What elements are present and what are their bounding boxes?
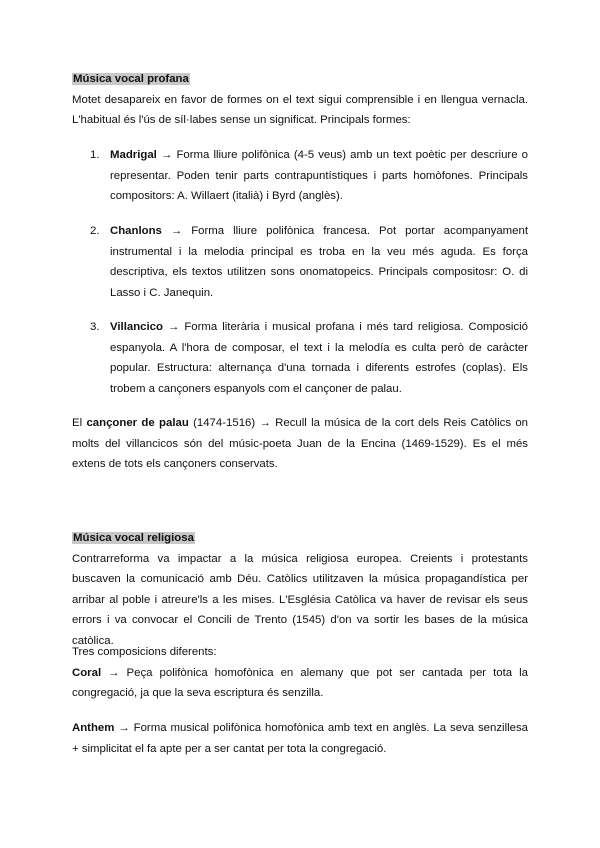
list-text — [110, 221, 528, 303]
list-term-chanlons: Chanlons — [110, 225, 162, 237]
anthem-term: Anthem — [72, 722, 115, 734]
coral-term: Coral — [72, 666, 102, 679]
list-description: → Forma lliure polifònica francesa. Pot portar acompanyament instrumental i la melodia principal es troba en la veu més aguda. Es força descriptiva, els textos utilitzen sons onomatopeics. Principals compositosr: O. di Lasso i C. Janequin. — [110, 225, 528, 299]
anthem-paragraph — [72, 718, 528, 759]
list-number: 2. — [90, 225, 100, 237]
list-text — [110, 145, 528, 207]
section-heading-profana: Música vocal profana — [73, 73, 189, 85]
compositions-intro: Tres composicions diferents: — [72, 646, 217, 658]
list-number: 3. — [90, 321, 100, 333]
anthem-text: → Forma musical polifònica homofònica amb text en anglès. La seva senzillesa + simplicitat el fa apte per a ser cantat per tota la congregació. — [72, 722, 528, 755]
section-heading-religiosa: Música vocal religiosa — [73, 532, 194, 544]
section-religiosa — [72, 528, 528, 651]
list-number: 1. — [90, 149, 100, 161]
compositions — [72, 642, 528, 704]
closing-prefix: El — [72, 417, 87, 429]
coral-text: → Peça polifònica homofònica en alemany que pot ser cantada per tota la congregació, ja que la seva escriptura és senzilla. — [72, 666, 528, 699]
section-profana — [72, 69, 528, 131]
section-intro-religiosa: Contrarreforma va impactar a la música religiosa europea. Creients i protestants buscaven la comunicació amb Déu. Catòlics utilitzaven la música propagandística per arribar al poble i atreure'ls a les mises. L'Església Catòlica va haver de revisar els seus errors i va convocar el Concili de Trento (1545) d'on va sortir les bases de la música catòlica. — [72, 552, 528, 647]
list-description: → Forma lliure polifònica (4-5 veus) amb un text poètic per descriure o representar. Poden tenir parts contrapuntístiques i parts homòfones. Principals compositors: A. Willaert (italià) i Byrd (anglès). — [110, 149, 528, 202]
list-description: → Forma literària i musical profana i més tard religiosa. Composició espanyola. A l'hora de composar, el text i la melodía es culta però de caràcter popular. Estructura: alternança d'una tornada i diferents estrofes (coplas). Els trobem a cançoners espanyols com el cançoner de palau. — [110, 321, 528, 395]
list-term-villancico: Villancico — [110, 321, 163, 333]
section-intro-profana: Motet desapareix en favor de formes on el text sigui comprensible i en llengua vernacla. L'habitual és l'ús de síl·labes sense un significat. Principals formes: — [72, 93, 528, 126]
list-text — [110, 317, 528, 399]
closing-paragraph — [72, 413, 528, 475]
closing-text: (1474-1516) → Recull la música de la cort dels Reis Catòlics on molts del villancicos són del músic-poeta Juan de la Encina (1469-1529). Es el més extens de tots els cançoners conservats. — [72, 417, 528, 470]
list-term-madrigal: Madrigal — [110, 149, 157, 161]
coral-paragraph — [72, 663, 528, 704]
closing-term: cançoner de palau — [86, 417, 189, 429]
